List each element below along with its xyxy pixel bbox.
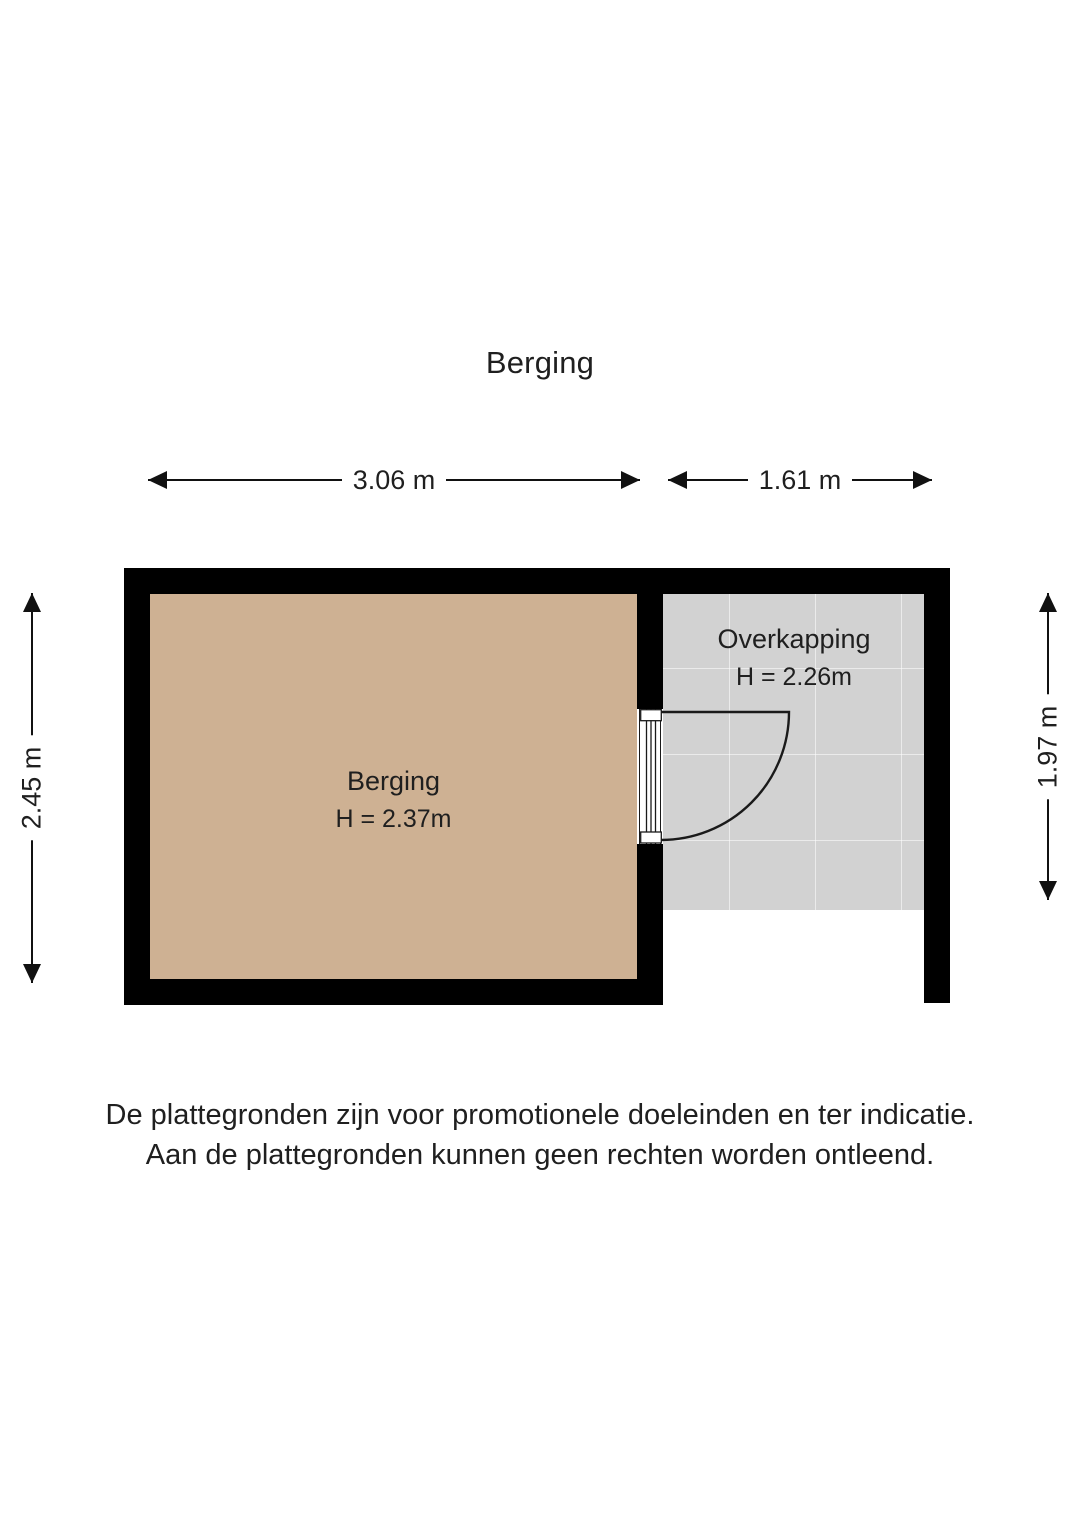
arrow-down-icon (1039, 881, 1057, 900)
wall-top (124, 568, 950, 594)
door-swing-arc (661, 707, 811, 852)
door-arc-icon (661, 707, 811, 852)
disclaimer (0, 1095, 1080, 1175)
arrow-up-icon (1039, 593, 1057, 612)
dimension-left (12, 593, 52, 983)
floorplan-drawing (124, 568, 950, 1008)
dimension-right-label: 1.97 m (1033, 694, 1064, 799)
arrow-down-icon (23, 964, 41, 983)
room-height-overkapping: H = 2.26m (735, 662, 853, 691)
dimension-left-label: 2.45 m (17, 736, 48, 841)
room-label-berging (150, 764, 637, 835)
page-title: Berging (485, 345, 595, 380)
arrow-up-icon (23, 593, 41, 612)
dimension-label-container (668, 460, 932, 500)
dimension-right (1028, 593, 1068, 900)
room-label-overkapping (663, 622, 925, 693)
wall-partition-upper (637, 568, 663, 709)
dimension-top-right (668, 460, 932, 500)
dimension-top-left-label: 3.06 m (342, 465, 447, 495)
wall-bottom-berging (124, 979, 663, 1005)
door-leaf[interactable] (639, 709, 661, 844)
wall-left (124, 568, 150, 1005)
disclaimer-line-1: De plattegronden zijn voor promotionele doeleinden en ter indicatie. (105, 1099, 975, 1131)
dimension-top-right-label: 1.61 m (748, 465, 853, 495)
room-name-berging: Berging (346, 766, 441, 796)
room-name-overkapping: Overkapping (717, 624, 871, 654)
door-leaf-lines-icon (640, 709, 662, 844)
dimension-top-left (148, 460, 640, 500)
wall-partition-lower (637, 844, 663, 1005)
disclaimer-line-2: Aan de plattegronden kunnen geen rechten worden ontleend. (145, 1139, 935, 1172)
dimension-label-container (148, 460, 640, 500)
room-height-berging: H = 2.37m (335, 804, 452, 833)
wall-right (924, 568, 950, 1003)
